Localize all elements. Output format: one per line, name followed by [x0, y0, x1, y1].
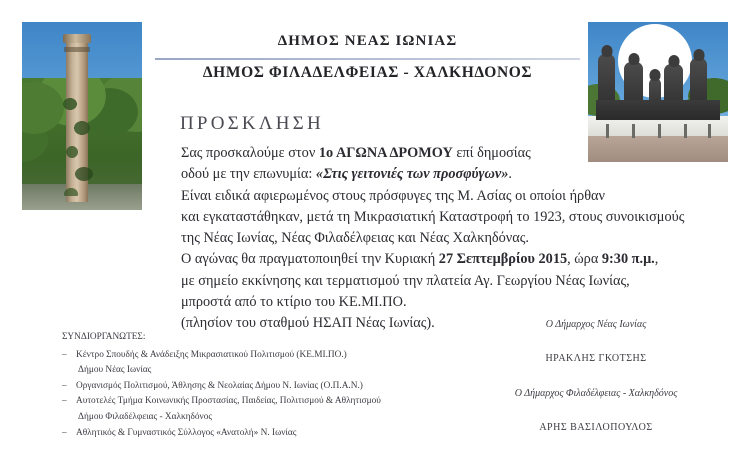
body-line-1 — [181, 143, 741, 164]
event-date: 27 Σεπτεμβρίου 2015 — [438, 251, 568, 268]
body-line-5: της Νέας Ιωνίας, Νέας Φιλαδέλφειας και Νέας Χαλκηδόνας. — [181, 230, 529, 247]
body-line-2 — [181, 164, 741, 185]
signatures-block — [452, 318, 740, 435]
monument-figures — [594, 36, 722, 120]
header-divider — [155, 58, 580, 60]
list-item — [62, 426, 452, 442]
race-name-emphasis: 1ο ΑΓΩΝΑ ΔΡΟΜΟΥ — [318, 145, 453, 161]
brick-chimney-photo — [22, 22, 142, 210]
spacer — [452, 332, 740, 352]
signatory-role-2: Ο Δήμαρχος Φιλαδέλφειας - Χαλκηδόνος — [514, 388, 678, 399]
bullet-dash-icon: – — [62, 349, 67, 360]
body-text-segment: . — [508, 166, 512, 183]
refugee-monument-photo — [588, 22, 728, 162]
municipality-title-filadelfeia-chalkidona: ΔΗΜΟΣ ΦΙΛΑΔΕΛΦΕΙΑΣ - ΧΑΛΚΗΔΟΝΟΣ — [202, 64, 533, 81]
list-item — [62, 394, 452, 425]
organisers-list — [62, 348, 452, 442]
race-slogan-emphasis: «Στις γειτονιές των προσφύγων» — [315, 166, 509, 183]
body-line-7: με σημείο εκκίνησης και τερματισμού την πλατεία Αγ. Γεωργίου Νέας Ιωνίας, — [181, 272, 630, 289]
fence-post — [708, 124, 711, 138]
body-text-segment: Σας προσκαλούμε στον — [181, 145, 319, 161]
body-line-3: Είναι ειδικά αφιερωμένος στους πρόσφυγες της Μ. Ασίας οι οποίοι ήρθαν — [181, 187, 605, 204]
list-item — [62, 348, 452, 379]
organiser-name: Οργανισμός Πολιτισμού, Άθλησης & Νεολαίας Δήμου Ν. Ιωνίας (Ο.Π.Α.Ν.) — [76, 380, 363, 391]
body-text-segment: , ώρα — [567, 251, 602, 268]
organiser-name: Αυτοτελές Τμήμα Κοινωνικής Προστασίας, Παιδείας, Πολιτισμού & Αθλητισμού — [76, 396, 381, 407]
event-time: 9:30 π.μ. — [601, 251, 655, 268]
municipality-title-nea-ionia: ΔΗΜΟΣ ΝΕΑΣ ΙΩΝΙΑΣ — [277, 33, 458, 49]
body-line-9: (πλησίον του σταθμού ΗΣΑΠ Νέας Ιωνίας). — [181, 315, 435, 332]
fence-post — [684, 124, 687, 138]
organisers-block — [62, 330, 452, 441]
body-line-8: μπροστά από το κτίριο του ΚΕ.ΜΙ.ΠΟ. — [181, 294, 407, 311]
signatory-name-1: ΗΡΑΚΛΗΣ ΓΚΟΤΣΗΣ — [545, 353, 647, 364]
organisers-title: ΣΥΝΔΙΟΡΓΑΝΩΤΕΣ: — [62, 332, 146, 342]
fence-post — [606, 124, 609, 138]
body-text-segment: επί δημοσίας — [452, 145, 531, 161]
invitation-body — [181, 143, 741, 335]
ivy-growth — [62, 94, 96, 196]
body-line-4: και εγκαταστάθηκαν, μετά τη Μικρασιατική Καταστροφή το 1923, στους συνοικισμούς — [181, 208, 685, 225]
organiser-subtitle: Δήμου Φιλαδέλφειας - Χαλκηδόνος — [78, 411, 213, 422]
body-text-segment: οδού με την επωνυμία: — [181, 166, 316, 183]
monument-base — [596, 100, 720, 120]
bullet-dash-icon: – — [62, 380, 67, 391]
bullet-dash-icon: – — [62, 427, 67, 438]
page-title: ΠΡΟΣΚΛΗΣΗ — [180, 113, 324, 134]
fence-post — [658, 124, 661, 138]
organiser-name: Αθλητικός & Γυμναστικός Σύλλογος «Ανατολή» Ν. Ιωνίας — [76, 427, 297, 438]
organiser-subtitle: Δήμου Νέας Ιωνίας — [78, 365, 152, 376]
organiser-name: Κέντρο Σπουδής & Ανάδειξης Μικρασιατικού Πολιτισμού (ΚΕ.ΜΙ.ΠΟ.) — [76, 349, 347, 360]
spacer — [452, 366, 740, 387]
bullet-dash-icon: – — [62, 396, 67, 407]
body-line-6 — [181, 249, 741, 270]
spacer — [452, 401, 740, 421]
signatory-role-1: Ο Δήμαρχος Νέας Ιωνίας — [545, 319, 647, 330]
body-text-segment: Ο αγώνας θα πραγματοποιηθεί την Κυριακή — [181, 251, 439, 268]
body-text-segment: , — [654, 251, 659, 268]
fence-post — [632, 124, 635, 138]
list-item — [62, 379, 452, 395]
signatory-name-2: ΑΡΗΣ ΒΑΣΙΛΟΠΟΥΛΟΣ — [539, 422, 653, 433]
